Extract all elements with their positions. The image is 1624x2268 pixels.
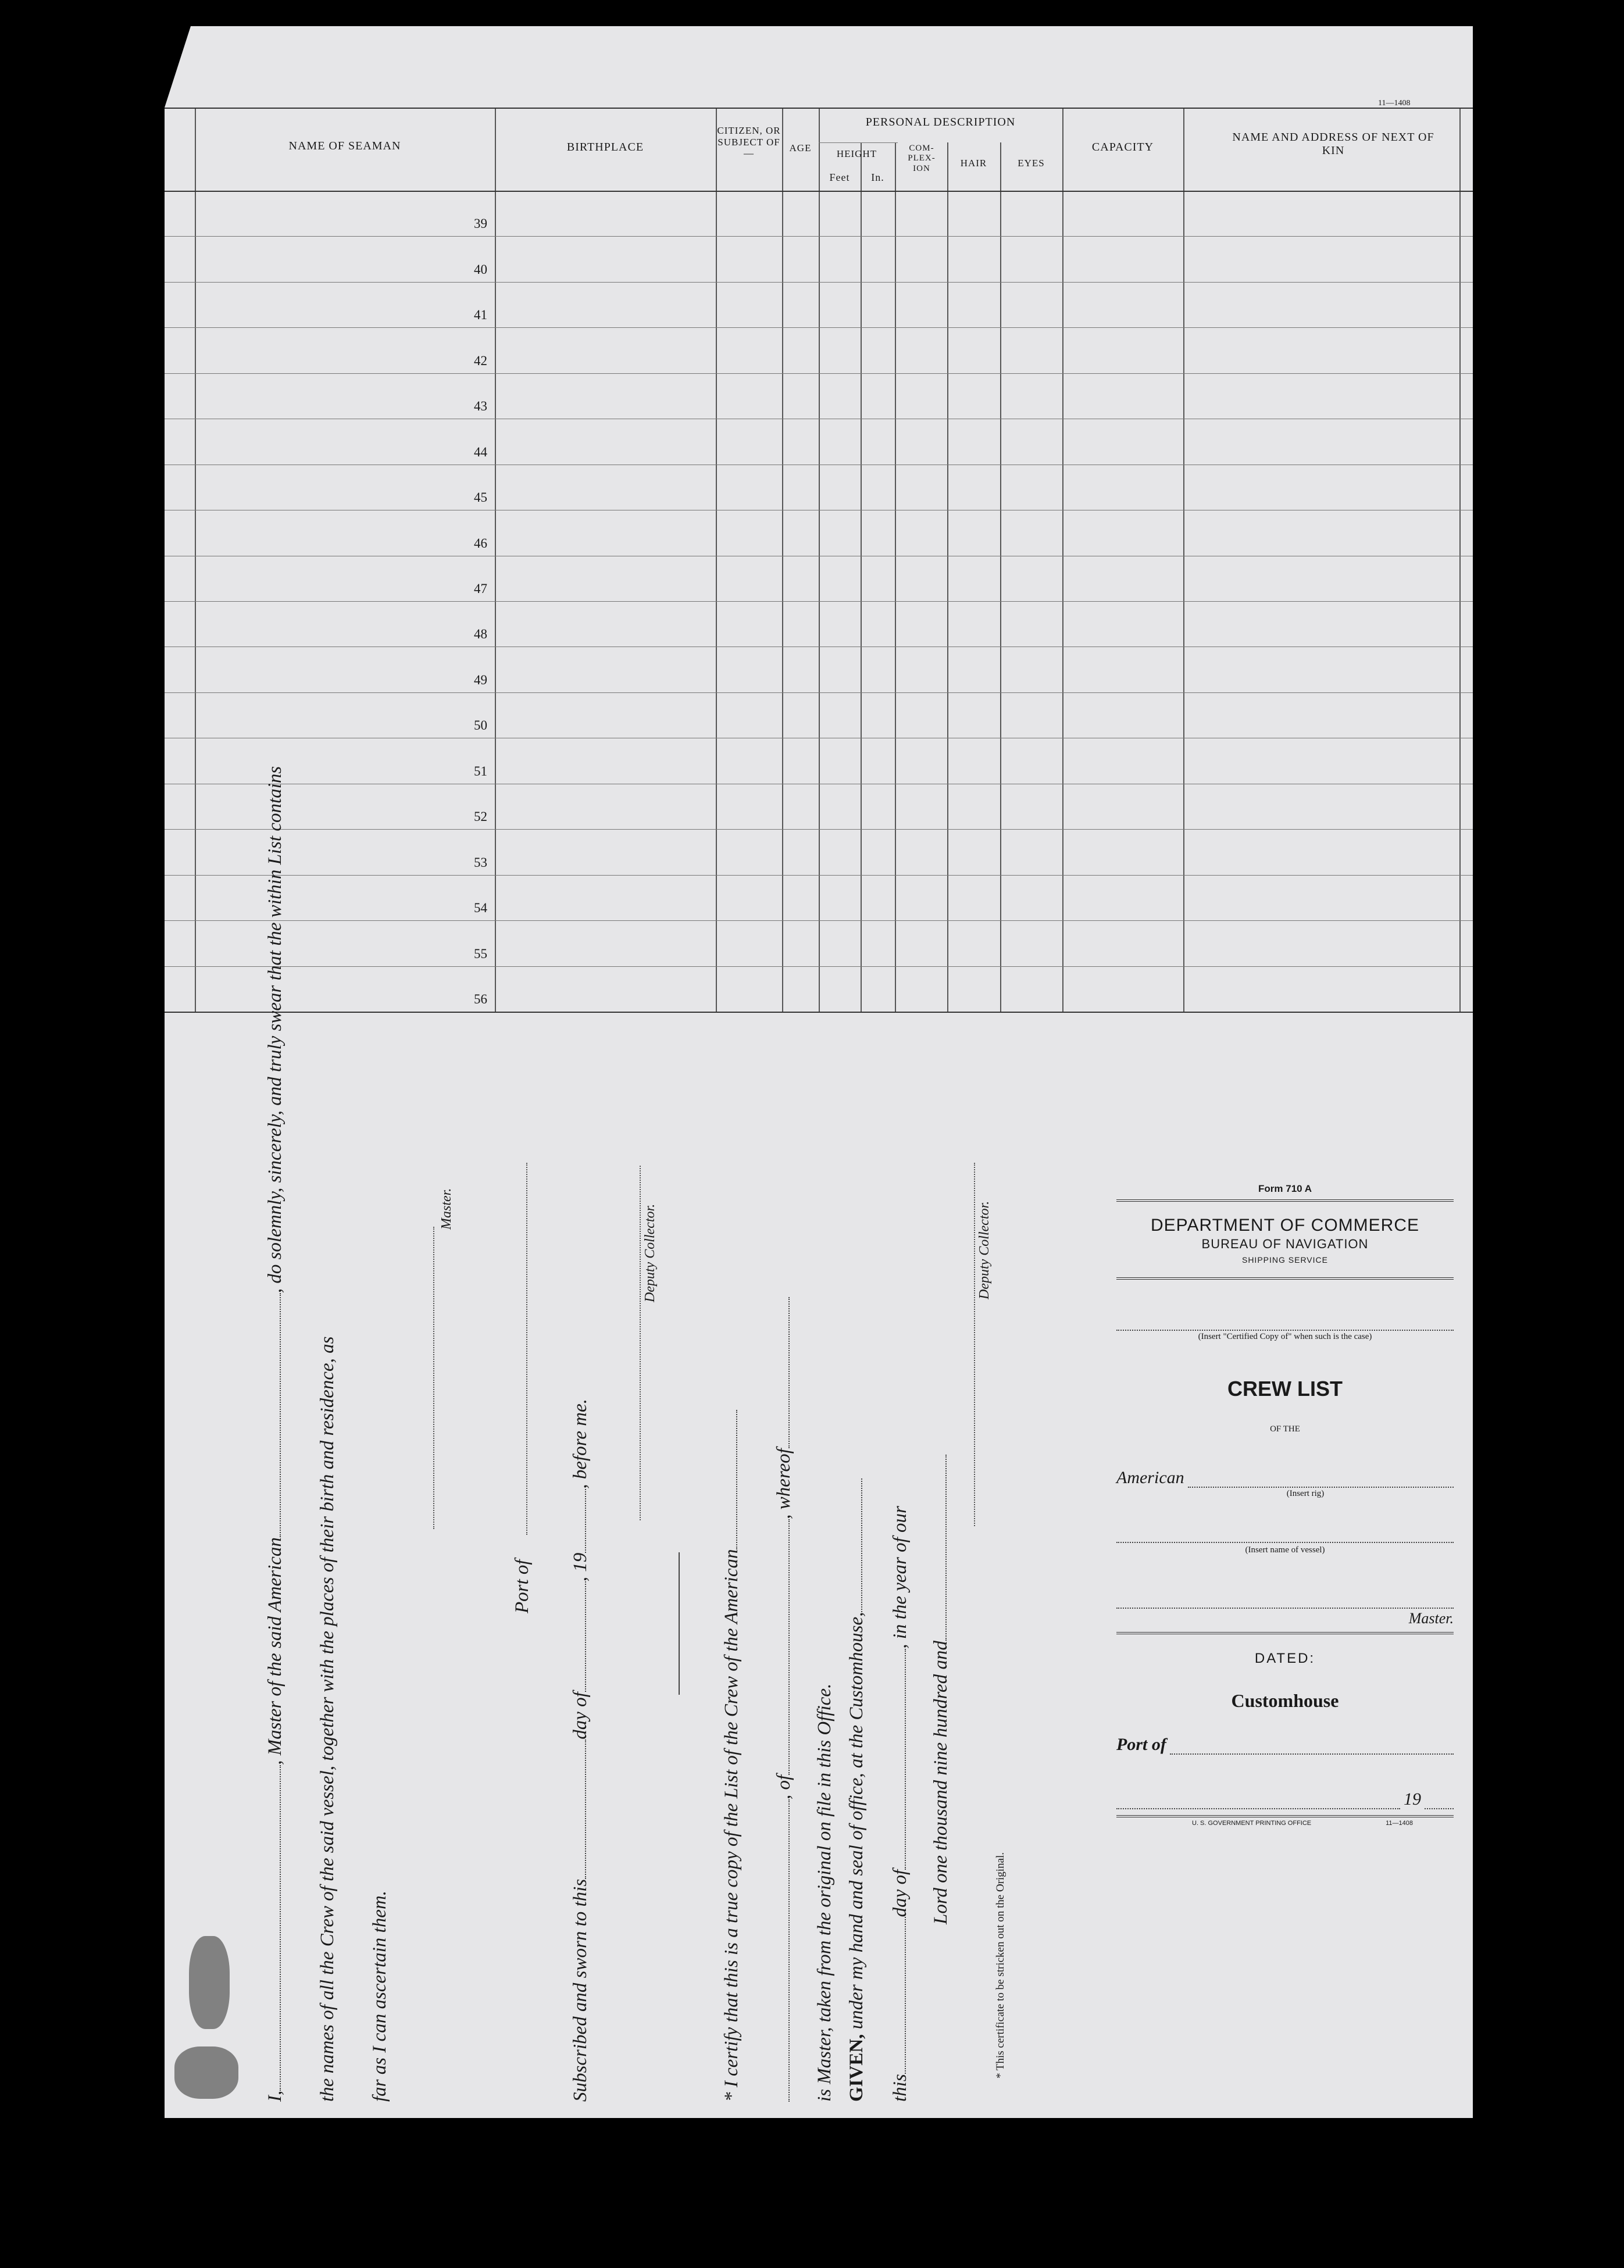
table-row-line bbox=[165, 692, 1473, 693]
table-row-number: 56 bbox=[474, 992, 487, 1006]
table-row-line bbox=[165, 966, 1473, 967]
header-hair: HAIR bbox=[960, 158, 987, 169]
cover-dated: DATED: bbox=[1254, 1651, 1316, 1666]
cover-american-row: American bbox=[1116, 1468, 1454, 1488]
cover-insert-vessel: (Insert name of vessel) bbox=[1245, 1545, 1325, 1555]
cover-printing-office: U. S. GOVERNMENT PRINTING OFFICE bbox=[1192, 1820, 1312, 1827]
cover-master-label: Master. bbox=[1408, 1610, 1454, 1627]
header-birthplace: BIRTHPLACE bbox=[566, 141, 644, 153]
certify-line-4: GIVEN, under my hand and seal of office, at the Customhouse, bbox=[846, 1478, 868, 2102]
table-row-number: 46 bbox=[474, 535, 487, 551]
table-row-number: 40 bbox=[474, 262, 487, 277]
form-code: 11—1408 bbox=[1378, 99, 1411, 108]
table-row-line bbox=[165, 601, 1473, 602]
oath-line-3: far as I can ascertain them. bbox=[369, 1891, 390, 2102]
torn-corner bbox=[165, 26, 191, 108]
certify-deputy-line bbox=[974, 1163, 975, 1526]
cover-port-row: Port of bbox=[1116, 1735, 1454, 1755]
table-row-line bbox=[165, 282, 1473, 283]
certify-line-3: is Master, taken from the original on file in this Office. bbox=[814, 1683, 835, 2102]
table-row-number: 47 bbox=[474, 581, 487, 596]
header-personal-description: PERSONAL DESCRIPTION bbox=[865, 116, 1016, 128]
header-capacity: CAPACITY bbox=[1091, 141, 1154, 153]
header-eyes: EYES bbox=[1018, 158, 1045, 169]
cover-vessel-line bbox=[1116, 1526, 1454, 1543]
table-row-number: 43 bbox=[474, 399, 487, 414]
cover-master-line bbox=[1116, 1596, 1454, 1609]
table-row-line bbox=[165, 236, 1473, 237]
certify-line-2: , of, whereof bbox=[773, 1297, 795, 2102]
oath-line-2: the names of all the Crew of the said vessel, together with the places of their birth and residence, as bbox=[317, 1336, 338, 2102]
header-complexion: COM- PLEX- ION bbox=[908, 144, 936, 173]
master-signature-line bbox=[433, 1227, 434, 1529]
header-next-of-kin: NAME AND ADDRESS OF NEXT OF KIN bbox=[1232, 131, 1434, 157]
separator-line bbox=[679, 1552, 680, 1695]
table-row-number: 51 bbox=[474, 763, 487, 778]
port-line bbox=[526, 1163, 527, 1535]
oath-line-1: I,, Master of the said American, do solemnly, sincerely, and truly swear that the within List contains bbox=[265, 766, 285, 2102]
table-row-number: 45 bbox=[474, 490, 487, 505]
table-row-number: 50 bbox=[474, 718, 487, 733]
header-age: AGE bbox=[789, 142, 812, 153]
table-row-number: 41 bbox=[474, 308, 487, 323]
header-height: HEIGHT bbox=[836, 148, 877, 159]
cover-form-number: Form 710 A bbox=[1258, 1183, 1312, 1194]
cover-department: DEPARTMENT OF COMMERCE bbox=[1150, 1216, 1420, 1235]
oath-master-label: Master. bbox=[439, 1188, 454, 1230]
oath-deputy-label: Deputy Collector. bbox=[643, 1203, 658, 1302]
cover-customhouse: Customhouse bbox=[1231, 1690, 1339, 1711]
table-row-number: 52 bbox=[474, 809, 487, 824]
header-name-of-seaman: NAME OF SEAMAN bbox=[288, 140, 401, 152]
table-row-number: 39 bbox=[474, 216, 487, 231]
table-row-line bbox=[165, 829, 1473, 830]
table-row-number: 55 bbox=[474, 946, 487, 961]
certify-deputy-label: Deputy Collector. bbox=[977, 1201, 992, 1299]
oath-subscribed: Subscribed and sworn to thisday of, 19, before me. bbox=[570, 1399, 591, 2102]
paper-damage bbox=[174, 2046, 238, 2099]
cover-bureau: BUREAU OF NAVIGATION bbox=[1201, 1237, 1369, 1251]
table-row-line bbox=[165, 875, 1473, 876]
certify-line-5: thisday of, in the year of our bbox=[890, 1506, 911, 2102]
certify-footnote: * This certificate to be stricken out on the Original. bbox=[994, 1852, 1006, 2078]
cover-panel bbox=[1116, 1183, 1454, 1827]
table-row-number: 44 bbox=[474, 444, 487, 459]
table-row-line bbox=[165, 920, 1473, 921]
cover-year-row: 19 bbox=[1116, 1790, 1454, 1809]
certify-line-1: * I certify that this is a true copy of the List of the Crew of the American bbox=[721, 1410, 743, 2102]
table-row-number: 42 bbox=[474, 353, 487, 368]
header-feet: Feet bbox=[829, 172, 850, 183]
cover-title: CREW LIST bbox=[1227, 1377, 1343, 1401]
crew-table bbox=[165, 108, 1473, 1012]
header-citizen: CITIZEN, OR SUBJECT OF— bbox=[717, 125, 781, 159]
table-row-number: 54 bbox=[474, 901, 487, 916]
cover-insert-rig: (Insert rig) bbox=[1286, 1489, 1325, 1498]
certify-line-6: Lord one thousand nine hundred and bbox=[930, 1455, 952, 1924]
table-row-number: 53 bbox=[474, 855, 487, 870]
cover-certified-line bbox=[1116, 1309, 1454, 1331]
table-row-line bbox=[165, 327, 1473, 328]
header-inches: In. bbox=[871, 172, 884, 183]
cover-code: 11—1408 bbox=[1386, 1820, 1413, 1827]
paper-damage bbox=[189, 1936, 230, 2029]
deputy-signature-line bbox=[640, 1166, 641, 1520]
cover-printing-footer bbox=[1116, 1820, 1454, 1827]
table-row-number: 49 bbox=[474, 672, 487, 687]
cover-of-the: OF THE bbox=[1270, 1424, 1300, 1434]
cover-service: SHIPPING SERVICE bbox=[1241, 1255, 1328, 1265]
oath-port-of: Port of bbox=[512, 1559, 533, 1613]
table-row-line bbox=[165, 373, 1473, 374]
cover-insert-certified: (Insert "Certified Copy of" when such is the case) bbox=[1198, 1332, 1372, 1341]
table-row-number: 48 bbox=[474, 627, 487, 642]
